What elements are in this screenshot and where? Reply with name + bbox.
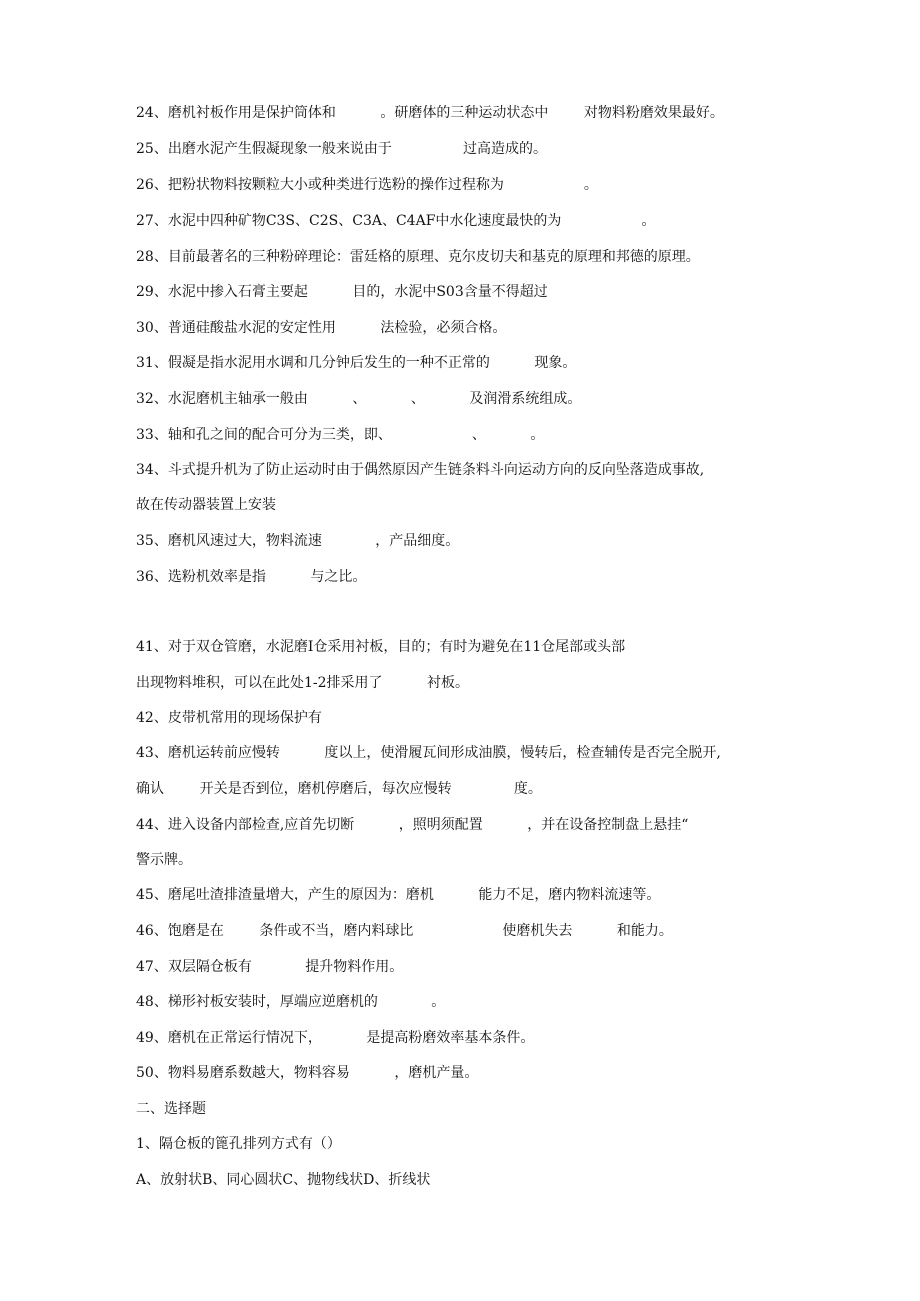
question-44: 44、进入设备内部检查,应首先切断 ，照明须配置 ，并在设备控制盘上悬挂“ <box>136 817 689 833</box>
question-43: 43、磨机运转前应慢转 度以上，使滑履瓦间形成油膜，慢转后，检查辅传是否完全脱开, <box>136 745 721 761</box>
question-42: 42、皮带机常用的现场保护有 <box>136 710 322 726</box>
question-30: 30、普通硅酸盐水泥的安定性用 法检验，必须合格。 <box>136 320 507 336</box>
question-34: 34、斗式提升机为了防止运动时由于偶然原因产生链条料斗向运动方向的反向坠落造成事故, <box>136 462 705 478</box>
question-41: 41、对于双仓管磨，水泥磨I仓采用衬板，目的；有时为避免在11仓尾部或头部 <box>136 639 626 655</box>
question-32: 32、水泥磨机主轴承一般由 、 、 及润滑系统组成。 <box>136 391 582 407</box>
question-45: 45、磨尾吐渣排渣量增大，产生的原因为：磨机 能力不足，磨内物料流速等。 <box>136 887 661 903</box>
question-36: 36、选粉机效率是指 与之比。 <box>136 569 367 585</box>
question-24: 24、磨机衬板作用是保护筒体和 。研磨体的三种运动状态中 对物料粉磨效果最好。 <box>136 105 724 121</box>
question-31: 31、假凝是指水泥用水调和几分钟后发生的一种不正常的 现象。 <box>136 355 577 371</box>
question-34-continued: 故在传动器装置上安装 <box>136 497 276 513</box>
question-29: 29、水泥中掺入石膏主要起 目的，水泥中S03含量不得超过 <box>136 284 548 300</box>
question-25: 25、出磨水泥产生假凝现象一般来说由于 过高造成的。 <box>136 141 548 157</box>
question-26: 26、把粉状物料按颗粒大小或种类进行选粉的操作过程称为 。 <box>136 177 598 193</box>
question-49: 49、磨机在正常运行情况下， 是提高粉磨效率基本条件。 <box>136 1030 535 1046</box>
section-heading-choice: 二、选择题 <box>136 1101 206 1117</box>
question-44-continued: 警示牌。 <box>136 852 192 868</box>
choice-question-1: 1、隔仓板的篦孔排列方式有（） <box>136 1136 341 1152</box>
question-35: 35、磨机风速过大，物料流速 ，产品细度。 <box>136 533 460 549</box>
choice-question-1-options: A、放射状B、同心圆状C、抛物线状D、折线状 <box>136 1172 431 1188</box>
question-47: 47、双层隔仓板有 提升物料作用。 <box>136 959 404 975</box>
question-41-continued: 出现物料堆积，可以在此处1-2排采用了 衬板。 <box>136 675 470 691</box>
question-46: 46、饱磨是在 条件或不当，磨内料球比 使磨机失去 和能力。 <box>136 923 673 939</box>
question-43-continued: 确认 开关是否到位，磨机停磨后，每次应慢转 度。 <box>136 781 542 797</box>
question-33: 33、轴和孔之间的配合可分为三类，即、 、 。 <box>136 427 545 443</box>
question-48: 48、梯形衬板安装时，厚端应逆磨机的 。 <box>136 994 446 1010</box>
question-28: 28、目前最著名的三种粉碎理论：雷廷格的原理、克尔皮切夫和基克的原理和邦德的原理。 <box>136 249 700 265</box>
question-50: 50、物料易磨系数越大，物料容易 ，磨机产量。 <box>136 1065 479 1081</box>
question-27: 27、水泥中四种矿物C3S、C2S、C3A、C4AF中水化速度最快的为 。 <box>136 213 656 229</box>
